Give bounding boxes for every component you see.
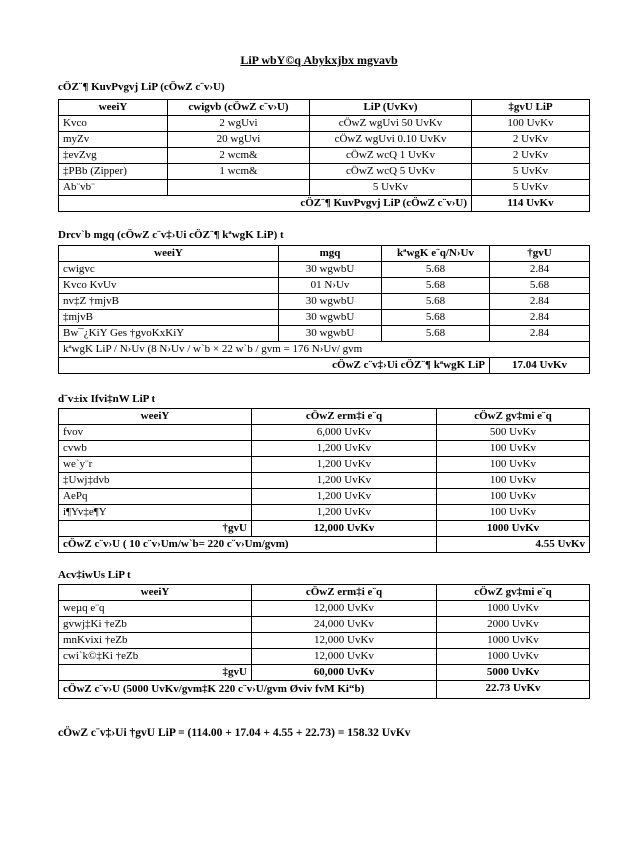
table-row — [59, 116, 590, 132]
table-cell: nv‡Z †mjvB — [59, 294, 279, 310]
table-cell: 5 UvKv — [472, 164, 590, 180]
operating-cost-table — [58, 584, 590, 699]
total-label: cÖZ¨¶ KuvPvgvj LiP (cÖwZ c¨v›U) — [59, 196, 472, 212]
table-cell — [168, 180, 310, 196]
section-4-heading: Acv‡iwUs LiP t — [58, 569, 131, 581]
table-header-row — [59, 585, 590, 601]
column-header: weeiY — [59, 409, 252, 425]
column-header: weeiY — [59, 585, 252, 601]
table-row — [59, 649, 590, 665]
table-cell: 20 wgUvi — [168, 132, 310, 148]
table-cell: 5.68 — [382, 310, 490, 326]
sum-month-value: 1000 UvKv — [437, 521, 590, 537]
section-2-heading: Drcv`b mgq (cÖwZ c¨v‡›Ui cÖZ¨¶ kªwgK LiP) t — [58, 229, 284, 241]
column-header: cÖwZ erm‡i e¨q — [252, 585, 437, 601]
table-note-row — [59, 342, 590, 358]
table-row — [59, 148, 590, 164]
table-row — [59, 617, 590, 633]
table-cell: 2.84 — [490, 262, 590, 278]
table-cell: 30 wgwbU — [279, 294, 382, 310]
table-cell: 100 UvKv — [472, 116, 590, 132]
table-cell: cÖwZ wcQ 1 UvKv — [310, 148, 472, 164]
table-cell: weµq e¨q — [59, 601, 252, 617]
total-value: 4.55 UvKv — [437, 537, 590, 553]
table-cell: 1 wcm& — [168, 164, 310, 180]
table-cell: 5 UvKv — [310, 180, 472, 196]
table-row — [59, 457, 590, 473]
column-header: cÖwZ erm‡i e¨q — [252, 409, 437, 425]
table-cell: 100 UvKv — [437, 489, 590, 505]
table-cell: ‡PBb (Zipper) — [59, 164, 168, 180]
table-row — [59, 489, 590, 505]
table-row — [59, 180, 590, 196]
table-cell: 5.68 — [382, 326, 490, 342]
table-cell: mnKvixi †eZb — [59, 633, 252, 649]
table-cell: 1,200 UvKv — [252, 457, 437, 473]
table-cell: 1000 UvKv — [437, 649, 590, 665]
labor-cost-table — [58, 245, 590, 374]
labor-rate-note: kªwgK LiP / N›Uv (8 N›Uv / w`b × 22 w`b / gvm = 176 N›Uv/ gvm — [59, 342, 590, 358]
table-cell: cÖwZ wgUvi 0.10 UvKv — [310, 132, 472, 148]
table-cell: 5.68 — [382, 294, 490, 310]
table-row — [59, 425, 590, 441]
table-cell: 30 wgwbU — [279, 310, 382, 326]
table-cell: 5.68 — [490, 278, 590, 294]
total-label: cÖwZ c¨v‡›Ui cÖZ¨¶ kªwgK LiP — [59, 358, 490, 374]
table-cell: ‡Uwj‡dvb — [59, 473, 252, 489]
table-cell: fvov — [59, 425, 252, 441]
table-cell: cvwb — [59, 441, 252, 457]
column-header: ‡gvU LiP — [472, 100, 590, 116]
table-row — [59, 262, 590, 278]
sum-year-value: 12,000 UvKv — [252, 521, 437, 537]
table-cell: cwigvc — [59, 262, 279, 278]
table-sum-row — [59, 521, 590, 537]
table-row — [59, 505, 590, 521]
table-cell: 12,000 UvKv — [252, 633, 437, 649]
table-header-row — [59, 246, 590, 262]
table-row — [59, 441, 590, 457]
direct-material-table — [58, 99, 590, 212]
total-label: cÖwZ c¨v›U ( 10 c¨v›Um/w`b= 220 c¨v›Um/gvm) — [59, 537, 437, 553]
table-cell: Bw¯¿KiY Ges †gvoKxKiY — [59, 326, 279, 342]
table-row — [59, 633, 590, 649]
table-cell: Kvco KvUv — [59, 278, 279, 294]
table-cell: 1,200 UvKv — [252, 489, 437, 505]
table-cell: 6,000 UvKv — [252, 425, 437, 441]
table-total-row — [59, 681, 590, 699]
total-value: 114 UvKv — [472, 196, 590, 212]
total-label: cÖwZ c¨v›U (5000 UvKv/gvm‡K 220 c¨v›U/gvm Øviv fvM Ki“b) — [59, 681, 437, 699]
page-title: LiP wbY©q Abykxjbx mgvavb — [240, 53, 398, 67]
table-cell: 5 UvKv — [472, 180, 590, 196]
column-header: †gvU — [490, 246, 590, 262]
table-cell: 1,200 UvKv — [252, 505, 437, 521]
total-value: 22.73 UvKv — [437, 681, 590, 699]
column-header: weeiY — [59, 100, 168, 116]
table-cell: 1000 UvKv — [437, 601, 590, 617]
table-total-row — [59, 196, 590, 212]
table-cell: 2 UvKv — [472, 148, 590, 164]
table-cell: Kvco — [59, 116, 168, 132]
table-cell: 1,200 UvKv — [252, 473, 437, 489]
table-total-row — [59, 358, 590, 374]
table-cell: cÖwZ wcQ 5 UvKv — [310, 164, 472, 180]
table-cell: 5.68 — [382, 262, 490, 278]
table-cell: 100 UvKv — [437, 473, 590, 489]
column-header: cÖwZ gv‡mi e¨q — [437, 585, 590, 601]
table-cell: Ab¨vb¨ — [59, 180, 168, 196]
table-cell: i¶Yv‡e¶Y — [59, 505, 252, 521]
table-cell: 500 UvKv — [437, 425, 590, 441]
sum-month-value: 5000 UvKv — [437, 665, 590, 681]
table-cell: cwi`k©‡Ki †eZb — [59, 649, 252, 665]
table-row — [59, 278, 590, 294]
section-1-heading: cÖZ¨¶ KuvPvgvj LiP (cÖwZ c¨v›U) — [58, 81, 225, 93]
table-cell: 2.84 — [490, 310, 590, 326]
table-sum-row — [59, 665, 590, 681]
sum-label: †gvU — [59, 521, 252, 537]
sum-label: ‡gvU — [59, 665, 252, 681]
column-header: mgq — [279, 246, 382, 262]
table-total-row — [59, 537, 590, 553]
column-header: cÖwZ gv‡mi e¨q — [437, 409, 590, 425]
table-cell: gvwj‡Ki †eZb — [59, 617, 252, 633]
table-cell: 24,000 UvKv — [252, 617, 437, 633]
table-cell: 1000 UvKv — [437, 633, 590, 649]
table-cell: 2000 UvKv — [437, 617, 590, 633]
table-cell: we`y¨r — [59, 457, 252, 473]
table-cell: ‡evZvg — [59, 148, 168, 164]
table-row — [59, 294, 590, 310]
table-cell: myZv — [59, 132, 168, 148]
table-cell: 12,000 UvKv — [252, 601, 437, 617]
table-cell: AePq — [59, 489, 252, 505]
table-cell: 2.84 — [490, 294, 590, 310]
column-header: kªwgK e¨q/N›Uv — [382, 246, 490, 262]
column-header: weeiY — [59, 246, 279, 262]
table-cell: 100 UvKv — [437, 457, 590, 473]
table-cell: 12,000 UvKv — [252, 649, 437, 665]
table-cell: 2 wcm& — [168, 148, 310, 164]
table-cell: 100 UvKv — [437, 505, 590, 521]
total-value: 17.04 UvKv — [490, 358, 590, 374]
sum-year-value: 60,000 UvKv — [252, 665, 437, 681]
table-cell: 30 wgwbU — [279, 326, 382, 342]
factory-overhead-table — [58, 408, 590, 553]
table-row — [59, 164, 590, 180]
table-row — [59, 326, 590, 342]
table-cell: 100 UvKv — [437, 441, 590, 457]
column-header: cwigvb (cÖwZ c¨v›U) — [168, 100, 310, 116]
table-cell: 30 wgwbU — [279, 262, 382, 278]
table-cell: cÖwZ wgUvi 50 UvKv — [310, 116, 472, 132]
table-row — [59, 132, 590, 148]
table-row — [59, 473, 590, 489]
table-row — [59, 310, 590, 326]
section-3-heading: d¨v±ix Ifvi‡nW LiP t — [58, 393, 156, 405]
table-row — [59, 601, 590, 617]
table-cell: 2 wgUvi — [168, 116, 310, 132]
table-header-row — [59, 409, 590, 425]
table-cell: 2 UvKv — [472, 132, 590, 148]
table-cell: ‡mjvB — [59, 310, 279, 326]
column-header: LiP (UvKv) — [310, 100, 472, 116]
grand-total-line: cÖwZ c¨v‡›Ui †gvU LiP = (114.00 + 17.04 + 4.55 + 22.73) = 158.32 UvKv — [58, 727, 411, 739]
table-cell: 1,200 UvKv — [252, 441, 437, 457]
table-cell: 5.68 — [382, 278, 490, 294]
table-header-row — [59, 100, 590, 116]
table-cell: 2.84 — [490, 326, 590, 342]
table-cell: 01 N›Uv — [279, 278, 382, 294]
